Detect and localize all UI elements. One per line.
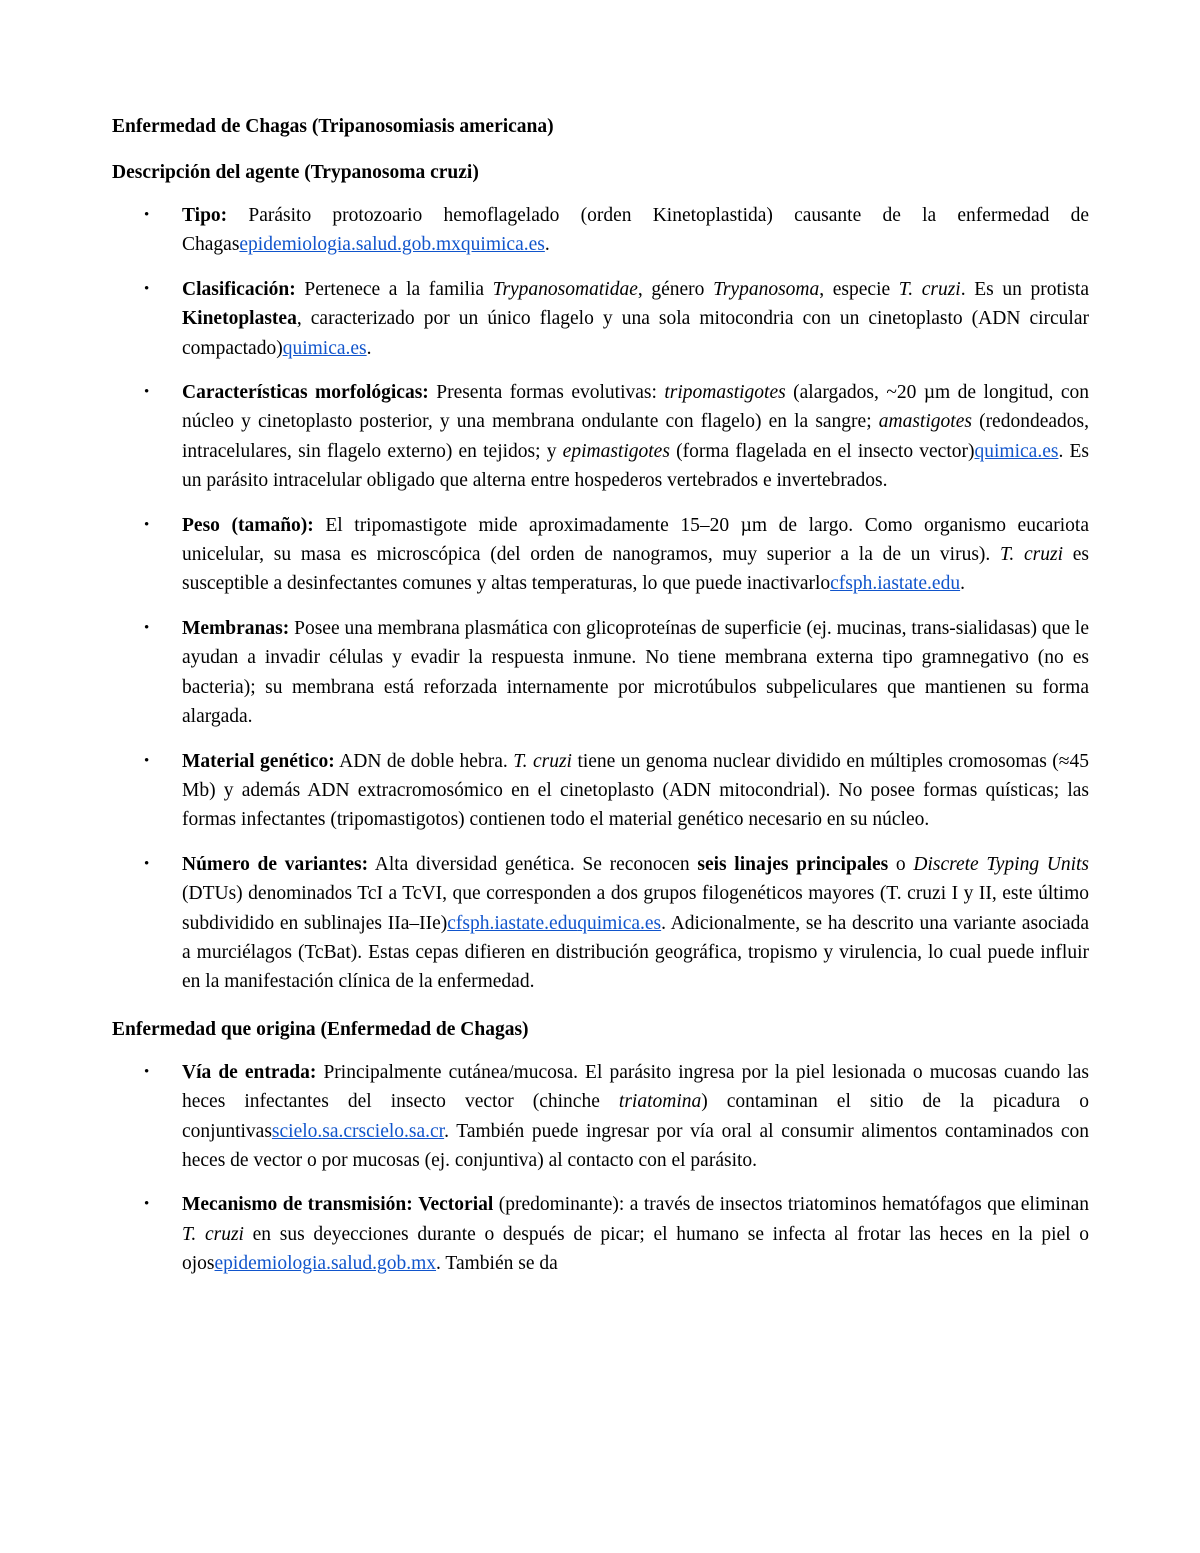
- item-label: Características morfológicas:: [182, 382, 429, 404]
- source-link[interactable]: quimica.es: [577, 912, 662, 934]
- item-text: . También se da: [436, 1253, 558, 1275]
- bullet-icon: •: [144, 855, 150, 872]
- item-text: , especie: [819, 278, 899, 300]
- source-link[interactable]: quimica.es: [974, 440, 1059, 462]
- item-text: (predominante): a través de insectos triatominos hematófagos que eliminan: [493, 1194, 1090, 1216]
- item-text: . Es un protista: [960, 278, 1089, 300]
- item-label: Membranas:: [182, 617, 290, 639]
- item-italic: Trypanosoma: [713, 278, 820, 300]
- item-label: Número de variantes:: [182, 853, 369, 875]
- item-italic: triatomina: [618, 1091, 702, 1113]
- list-item-peso: [112, 511, 1089, 599]
- item-italic: T. cruzi: [1000, 544, 1064, 566]
- item-text: Alta diversidad genética. Se reconocen: [368, 853, 698, 875]
- item-text: en sus deyecciones durante o después de picar; el humano se infecta al frotar las heces en la piel o ojos: [182, 1223, 1089, 1275]
- section-heading-agente: Descripción del agente (Trypanosoma cruzi): [112, 162, 479, 183]
- document-title: Enfermedad de Chagas (Tripanosomiasis americana): [112, 116, 554, 137]
- source-link[interactable]: epidemiologia.salud.gob.mx: [214, 1253, 437, 1275]
- document-page: [112, 112, 1089, 1297]
- item-text: o: [888, 853, 914, 875]
- list-item-via-entrada: [112, 1058, 1089, 1176]
- item-text: . Es un parásito intracelular obligado que alterna entre hospederos vertebrados e invertebrados.: [182, 440, 1090, 492]
- item-text: (forma flagelada en el insecto vector): [669, 440, 975, 462]
- item-text: ADN de doble hebra.: [334, 750, 514, 772]
- item-bold: Kinetoplastea: [182, 308, 297, 330]
- source-link[interactable]: cfsph.iastate.edu: [830, 573, 961, 595]
- item-label: Tipo:: [182, 205, 228, 226]
- item-italic: Discrete Typing Units: [913, 853, 1090, 875]
- item-text: Posee una membrana plasmática con glicoproteínas de superficie (ej. mucinas, trans-sialidasas) que le ayudan a invadir células y evadir la respuesta inmune. No tiene membrana externa tipo gramnegativo (no es bacteria); su membrana está reforzada internamente por microtúbulos subpeliculares que mantienen su forma alargada.: [182, 617, 1089, 728]
- item-text: Presenta formas evolutivas:: [428, 382, 665, 404]
- item-italic: tripomastigotes: [664, 382, 786, 404]
- bullet-icon: •: [144, 516, 150, 533]
- bullet-icon: •: [144, 1196, 150, 1213]
- item-label: Mecanismo de transmisión:: [182, 1194, 413, 1216]
- item-text: .: [366, 337, 372, 359]
- item-label: Clasificación:: [182, 278, 296, 300]
- item-label: Material genético:: [182, 750, 335, 772]
- item-text: Parásito protozoario hemoflagelado (orden Kinetoplastida) causante de la enfermedad de Chagas: [182, 205, 1089, 256]
- item-text: ) contaminan el sitio de la picadura o conjuntivas: [182, 1091, 1089, 1142]
- item-italic: T. cruzi: [898, 278, 961, 300]
- list-item-variantes: [112, 850, 1089, 997]
- source-link[interactable]: quimica.es: [282, 337, 367, 359]
- list-item-tipo: [112, 201, 1089, 260]
- item-text: (alargados, ~20 µm de longitud, con núcleo y cinetoplasto posterior, y una membrana ondulante con flagelo) en la sangre;: [182, 382, 1090, 433]
- item-text: .: [960, 573, 965, 595]
- source-link[interactable]: quimica.es: [460, 234, 545, 256]
- item-text: Pertenece a la familia: [295, 278, 493, 300]
- list-item-membranas: [112, 614, 1089, 732]
- list-item-transmision: [112, 1190, 1089, 1278]
- bullet-icon: •: [144, 1063, 150, 1080]
- item-text: El tripomastigote mide aproximadamente 15–20 µm de largo. Como organismo eucariota unicelular, su masa es microscópica (del orden de nanogramos, muy superior a la de un virus).: [182, 514, 1089, 566]
- source-link[interactable]: epidemiologia.salud.gob.mx: [239, 234, 461, 256]
- source-link[interactable]: scielo.sa.cr: [358, 1120, 445, 1142]
- source-link[interactable]: cfsph.iastate.edu: [447, 912, 578, 934]
- item-text: tiene un genoma nuclear dividido en múltiples cromosomas (≈45 Mb) y además ADN extracromosómico en el cinetoplasto (ADN mitocondrial). No posee formas quísticas; las formas infectantes (tripomastigotos) contienen todo el material genético necesario en su núcleo.: [182, 750, 1090, 831]
- item-italic: T. cruzi: [182, 1223, 244, 1245]
- item-text: es susceptible a desinfectantes comunes y altas temperaturas, lo que puede inactivarlo: [182, 544, 1089, 595]
- item-text: , género: [637, 278, 714, 300]
- item-label: Vía de entrada:: [182, 1061, 317, 1083]
- source-link[interactable]: scielo.sa.cr: [271, 1120, 359, 1142]
- item-text: (DTUs) denominados TcI a TcVI, que corresponden a dos grupos filogenéticos mayores (T. cruzi I y II, este último subdividido en sublinajes IIa–IIe): [182, 883, 1089, 934]
- item-italic: amastigotes: [878, 411, 972, 433]
- disease-list: [112, 1058, 1089, 1279]
- bullet-icon: •: [144, 207, 150, 223]
- item-italic: T. cruzi: [513, 750, 572, 772]
- bullet-icon: •: [144, 752, 150, 769]
- item-bold: Vectorial: [418, 1194, 494, 1216]
- agent-description-list: [112, 201, 1089, 997]
- list-item-clasificacion: [112, 275, 1089, 363]
- item-text: . También puede ingresar por vía oral al consumir alimentos contaminados con heces de vector o por mucosas (ej. conjuntiva) al contacto con el parásito.: [182, 1120, 1089, 1171]
- bullet-icon: •: [144, 280, 150, 297]
- item-label: Peso (tamaño):: [182, 514, 314, 536]
- item-italic: Trypanosomatidae: [492, 278, 638, 300]
- item-italic: epimastigotes: [562, 440, 670, 462]
- item-text: Principalmente cutánea/mucosa. El parásito ingresa por la piel lesionada o mucosas cuando las heces infectantes del insecto vector (chinche: [182, 1061, 1089, 1113]
- list-item-material-genetico: [112, 747, 1089, 835]
- item-text: , caracterizado por un único flagelo y una sola mitocondria con un cinetoplasto (ADN circular compactado): [182, 308, 1089, 359]
- item-text: (redondeados, intracelulares, sin flagelo externo) en tejidos; y: [182, 411, 1089, 462]
- section-heading-enfermedad: Enfermedad que origina (Enfermedad de Chagas): [112, 1018, 529, 1040]
- bullet-icon: •: [144, 384, 150, 401]
- list-item-morfologia: [112, 378, 1089, 496]
- item-bold: seis linajes principales: [697, 853, 889, 875]
- item-text: . Adicionalmente, se ha descrito una variante asociada a murciélagos (TcBat). Estas cepas difieren en distribución geográfica, tropismo y virulencia, lo cual puede influir en la manifestación clínica de la enfermedad.: [182, 912, 1090, 993]
- bullet-icon: •: [144, 619, 150, 636]
- item-text: .: [544, 234, 550, 256]
